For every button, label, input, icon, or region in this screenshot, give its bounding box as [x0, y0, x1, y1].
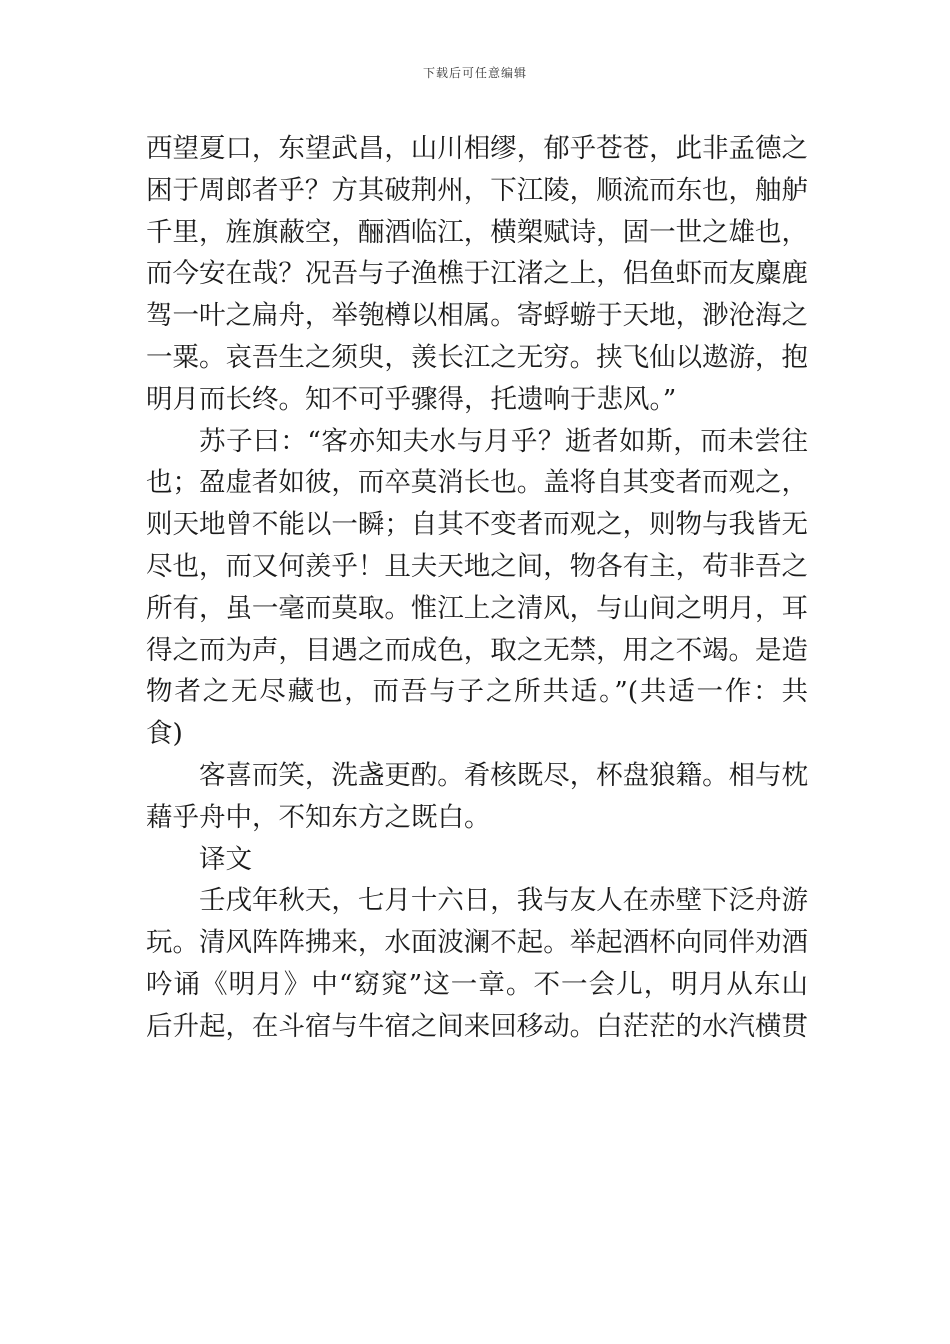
text-line: 驾一叶之扁舟，举匏樽以相属。寄蜉蝣于天地，渺沧海之: [146, 300, 808, 332]
text-line: 千里，旌旗蔽空，酾酒临江，横槊赋诗，固一世之雄也，: [146, 216, 808, 248]
paragraph: [146, 880, 808, 1047]
text-line: 明月而长终。知不可乎骤得，托遗响于悲风。”: [146, 383, 677, 415]
text-line: 也；盈虚者如彼，而卒莫消长也。盖将自其变者而观之，: [146, 467, 808, 499]
text-line: 译文: [199, 843, 252, 875]
page-header: 下载后可任意编辑: [422, 66, 527, 80]
text-line: 苏子曰：“客亦知夫水与月乎？逝者如斯，而未尝往: [199, 425, 808, 457]
paragraph: [146, 755, 808, 839]
text-line: 吟诵《明月》中“窈窕”这一章。不一会儿，明月从东山: [146, 968, 808, 1000]
text-line: 得之而为声，目遇之而成色，取之无禁，用之不竭。是造: [146, 634, 808, 666]
text-line: 困于周郎者乎？方其破荆州，下江陵，顺流而东也，舳舻: [146, 174, 808, 206]
text-line: 一粟。哀吾生之须臾，羡长江之无穷。挟飞仙以遨游，抱: [146, 341, 808, 373]
text-line: 西望夏口，东望武昌，山川相缪，郁乎苍苍，此非孟德之: [146, 133, 808, 164]
text-line: 后升起，在斗宿与牛宿之间来回移动。白茫茫的水汽横贯: [146, 1010, 808, 1042]
text-line: 藉乎舟中，不知东方之既白。: [146, 801, 491, 833]
paragraph: [146, 128, 808, 421]
text-line: 壬戌年秋天，七月十六日，我与友人在赤壁下泛舟游: [199, 885, 808, 917]
text-line: 则天地曾不能以一瞬；自其不变者而观之，则物与我皆无: [146, 509, 808, 541]
document-body: [146, 128, 808, 1048]
text-line: 所有，虽一毫而莫取。惟江上之清风，与山间之明月，耳: [146, 592, 808, 624]
text-line: 玩。清风阵阵拂来，水面波澜不起。举起酒杯向同伴劝酒: [146, 927, 808, 959]
section-heading: [146, 839, 808, 881]
text-line: 物者之无尽藏也，而吾与子之所共适。”(共适一作：共: [146, 676, 808, 708]
text-line: 尽也，而又何羡乎！且夫天地之间，物各有主，苟非吾之: [146, 550, 808, 582]
text-line: 食): [146, 718, 183, 750]
text-line: 而今安在哉？况吾与子渔樵于江渚之上，侣鱼虾而友麋鹿: [146, 258, 808, 290]
paragraph: [146, 421, 808, 755]
text-line: 客喜而笑，洗盏更酌。肴核既尽，杯盘狼籍。相与枕: [199, 759, 808, 791]
